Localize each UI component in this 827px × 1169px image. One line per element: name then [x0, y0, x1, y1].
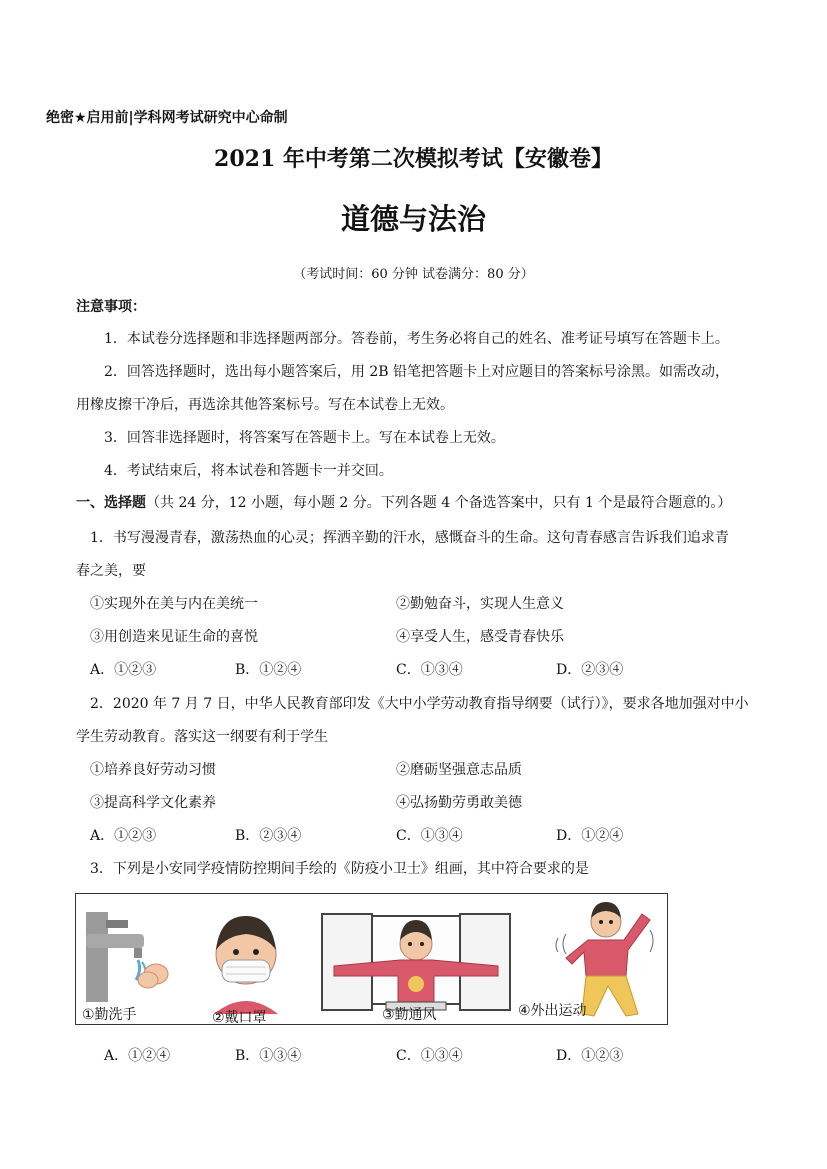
- exam-title: 2021 年中考第二次模拟考试【安徽卷】: [214, 146, 613, 172]
- q2-choice-a: A．①②③: [90, 828, 157, 844]
- q1-choice-b: B．①②④: [235, 662, 302, 678]
- q3-choice-c: C．①③④: [396, 1048, 463, 1064]
- q2-option-4: ④弘扬勤劳勇敢美德: [396, 795, 522, 811]
- caption-ventilate: ③勤通风: [382, 1007, 437, 1023]
- q2-stem-line2: 学生劳动教育。落实这一纲要有利于学生: [76, 729, 328, 745]
- q3-choice-b: B．①③④: [235, 1048, 302, 1064]
- section-desc: （共 24 分，12 小题，每小题 2 分。下列各题 4 个备选答案中，只有 1 个是最符合题意的。）: [146, 495, 732, 511]
- q3-choice-d: D．①②③: [556, 1048, 624, 1064]
- q2-choice-d: D．①②④: [556, 828, 624, 844]
- q1-stem-line1: 1．书写漫漫青春，激荡热血的心灵；挥洒辛勤的汗水，感慨奋斗的生命。这句青春感言告诉我们追求青: [90, 530, 729, 546]
- notice-item: 2．回答选择题时，选出每小题答案后，用 2B 铅笔把答题卡上对应题目的答案标号涂黑。如需改动，: [104, 364, 730, 380]
- q2-choice-b: B．②③④: [235, 828, 302, 844]
- q1-choice-a: A．①②③: [90, 662, 157, 678]
- q1-option-2: ②勤勉奋斗，实现人生意义: [396, 596, 564, 612]
- q1-option-4: ④享受人生，感受青春快乐: [396, 629, 564, 645]
- q2-option-1: ①培养良好劳动习惯: [90, 762, 216, 778]
- notice-item: 1．本试卷分选择题和非选择题两部分。答卷前，考生务必将自己的姓名、准考证号填写在答题卡上。: [104, 331, 729, 347]
- q2-option-3: ③提高科学文化素养: [90, 795, 216, 811]
- q3-choice-a: A．①②④: [104, 1048, 171, 1064]
- q1-stem-line2: 春之美，要: [76, 563, 146, 579]
- caption-wear-mask: ②戴口罩: [212, 1010, 267, 1026]
- q2-choice-c: C．①③④: [396, 828, 463, 844]
- mask-drawing: [194, 894, 304, 1024]
- q1-option-1: ①实现外在美与内在美统一: [90, 596, 258, 612]
- caption-exercise: ④外出运动: [518, 1003, 587, 1019]
- caption-wash-hands: ①勤洗手: [82, 1007, 137, 1023]
- q2-stem-line1: 2．2020 年 7 月 7 日，中华人民教育部印发《大中小学劳动教育指导纲要（试行）》，要求各地加强对中小: [90, 696, 749, 712]
- notice-item: 3．回答非选择题时，将答案写在答题卡上。写在本试卷上无效。: [104, 430, 505, 446]
- section-heading: [76, 492, 731, 512]
- q2-option-2: ②磨砺坚强意志品质: [396, 762, 522, 778]
- notice-item: 4．考试结束后，将本试卷和答题卡一并交回。: [104, 463, 393, 479]
- notice-heading: 注意事项：: [76, 299, 146, 315]
- confidential-tag: 绝密★启用前|学科网考试研究中心命制: [46, 110, 288, 126]
- subject-title: 道德与法治: [340, 202, 486, 236]
- q3-stem: 3．下列是小安同学疫情防控期间手绘的《防疫小卫士》组画，其中符合要求的是: [90, 861, 589, 877]
- q1-option-3: ③用创造来见证生命的喜悦: [90, 629, 258, 645]
- q1-choice-c: C．①③④: [396, 662, 463, 678]
- section-label: 一、选择题: [76, 495, 146, 511]
- notice-item-cont: 用橡皮擦干净后，再选涂其他答案标号。写在本试卷上无效。: [76, 397, 454, 413]
- exam-meta: （考试时间：60 分钟 试卷满分：80 分）: [293, 267, 534, 282]
- epidemic-prevention-illustration: [75, 893, 668, 1025]
- q1-choice-d: D．②③④: [556, 662, 624, 678]
